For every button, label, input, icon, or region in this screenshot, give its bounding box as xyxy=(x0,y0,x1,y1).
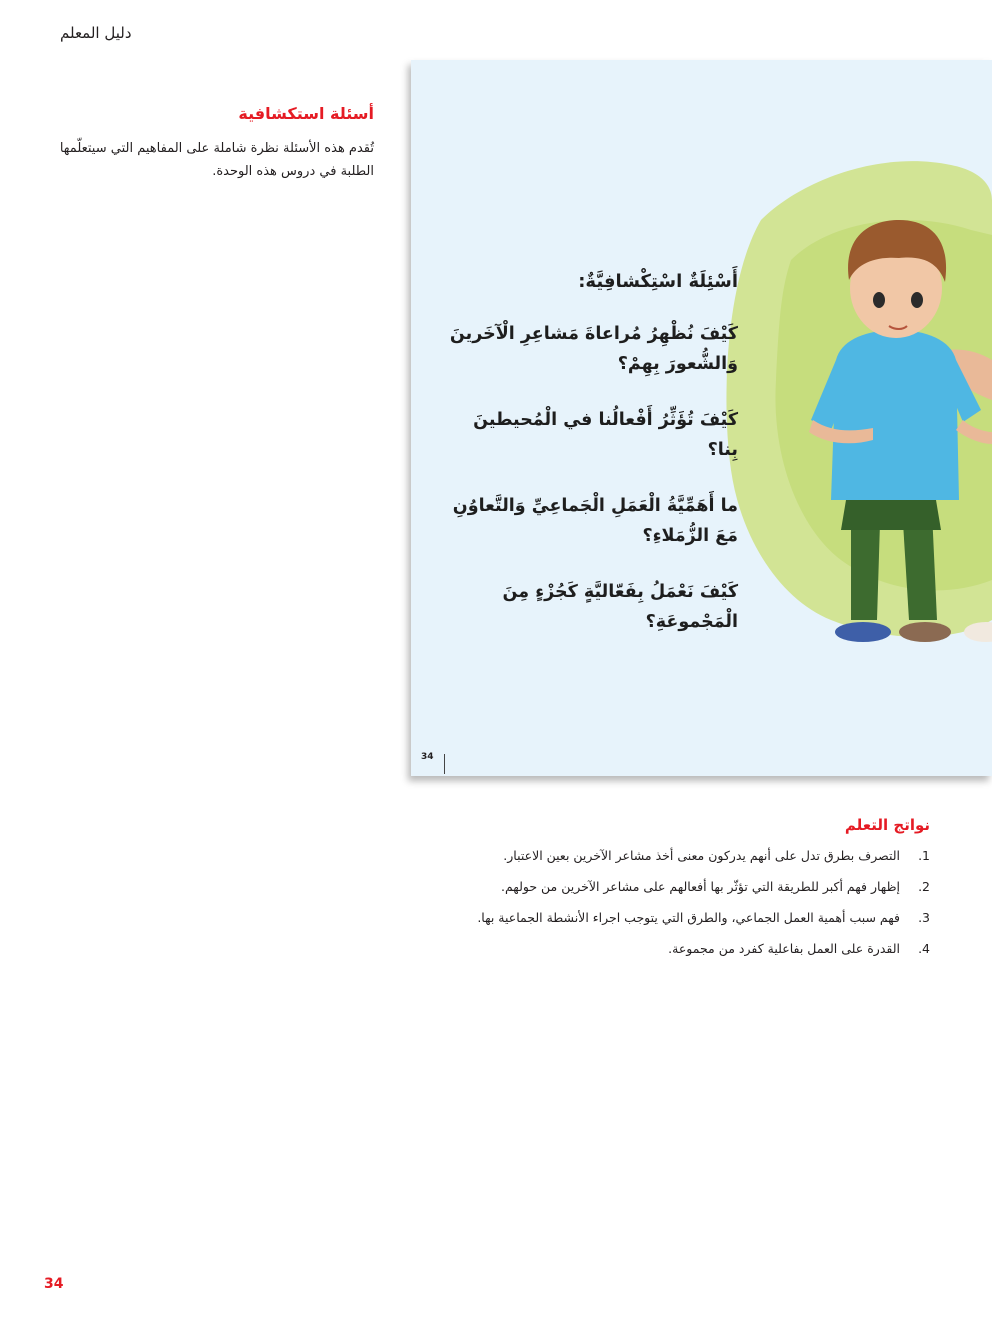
explore-questions xyxy=(438,265,738,663)
outcomes-list xyxy=(370,848,930,957)
list-item xyxy=(370,910,930,926)
question-item: كَيْفَ نُظْهِرُ مُراعاةَ مَشاعِرِ الْآخَرينَ وَالشُّعورَ بِهِمْ؟ xyxy=(449,324,738,374)
outcome-number: 4. xyxy=(918,941,930,956)
outcome-number: 1. xyxy=(918,848,930,863)
page-number: 34 xyxy=(44,1276,64,1292)
explore-section xyxy=(40,104,374,183)
explore-description: تُقدم هذه الأسئلة نظرة شاملة على المفاهيم التي سيتعلّمها الطلبة في دروس هذه الوحدة. xyxy=(59,141,374,179)
question-item: ما أَهَمِّيَّةُ الْعَمَلِ الْجَماعِيِّ وَالتَّعاوُنِ مَعَ الزُّمَلاءِ؟ xyxy=(452,496,738,546)
outcomes-title: نواتج التعلم xyxy=(844,816,930,834)
explore-title: أسئلة استكشافية xyxy=(238,104,374,123)
learning-outcomes xyxy=(370,816,930,972)
outcome-number: 3. xyxy=(918,910,930,925)
inner-page-number: 34 xyxy=(421,752,434,762)
list-item xyxy=(370,848,930,864)
outcome-text: القدرة على العمل بفاعلية كفرد من مجموعة. xyxy=(668,941,900,956)
list-item xyxy=(370,879,930,895)
outcome-text: فهم سبب أهمية العمل الجماعي، والطرق التي يتوجب اجراء الأنشطة الجماعية بها. xyxy=(477,910,900,925)
outcome-text: التصرف بطرق تدل على أنهم يدركون معنى أخذ مشاعر الآخرين بعين الاعتبار. xyxy=(503,848,900,863)
outcome-number: 2. xyxy=(918,879,930,894)
questions-heading: أَسْئِلَةٌ اسْتِكْشافِيَّةٌ: xyxy=(578,271,738,292)
guide-label: دليل المعلم xyxy=(60,24,132,42)
list-item xyxy=(370,941,930,957)
question-item: كَيْفَ نَعْمَلُ بِفَعّاليَّةٍ كَجُزْءٍ مِنَ الْمَجْموعَةِ؟ xyxy=(502,582,738,632)
page-divider xyxy=(444,754,445,774)
outcome-text: إظهار فهم أكبر للطريقة التي تؤثّر بها أفعالهم على مشاعر الآخرين من حولهم. xyxy=(501,879,900,894)
question-item: كَيْفَ تُؤَثِّرُ أَفْعالُنا في الْمُحيطينَ بِنا؟ xyxy=(473,410,738,460)
book-page-image xyxy=(411,60,992,776)
